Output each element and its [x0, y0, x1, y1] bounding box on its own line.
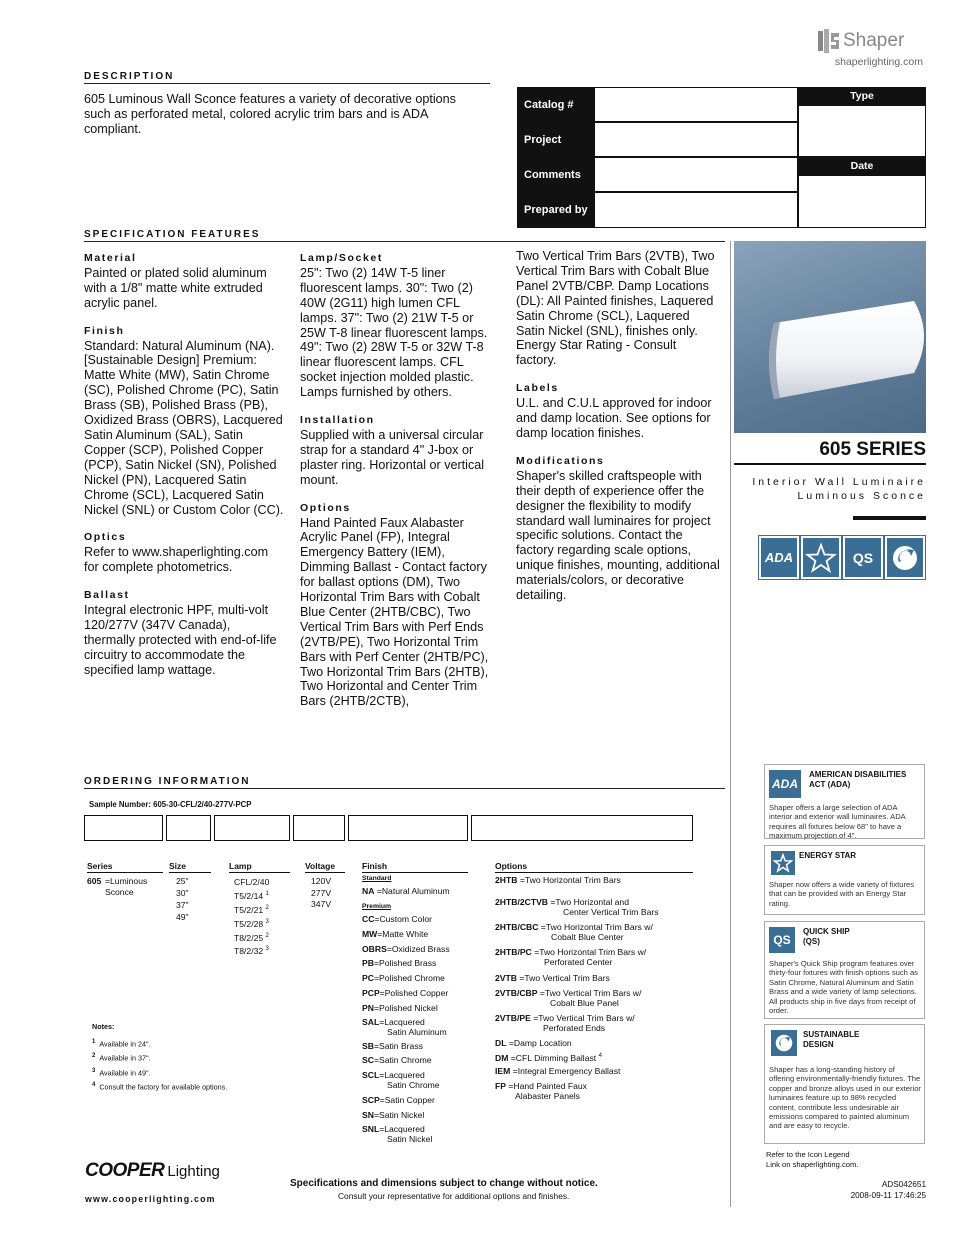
finish-head: Finish: [84, 324, 125, 337]
ballast-text: Integral electronic HPF, multi-volt 120/277V (347V Canada), thermally protected with end-of-life circuitry to accommodate the specified lamp wattage.: [84, 603, 277, 677]
legend-ada-title: AMERICAN DISABILITIES ACT (ADA): [809, 770, 907, 789]
option-row: DM =CFL Dimming Ballast $^4$: [495, 1052, 602, 1063]
finish-col-rule: [362, 872, 468, 873]
voltage-col-head: Voltage: [305, 861, 336, 871]
finish-text: Standard: Natural Aluminum (NA). [Sustainable Design] Premium: Matte White (MW), Satin Chrome (SC), Polished Chrome (PC), Satin Brass (SB), Polished Brass (PB), Oxidized Brass (OBRS), Lacquered Satin Aluminum (SAL), Satin Copper (SCP), Polished Copper (PCP), Satin Nickel (SN), Polished Nickel (PN), Lacquered Satin Chrome (SCL), Lacquered Satin Nickel (SNL) or Custom Color (CC).: [84, 338, 284, 517]
series-short-rule: [853, 516, 926, 520]
legend-reference: Refer to the Icon Legend Link on shaperlighting.com.: [766, 1150, 859, 1169]
lamp-col-head: Lamp: [229, 861, 252, 871]
legend-ada-text: Shaper offers a large selection of ADA interior and exterior wall luminaires. ADA requires all fixtures below 68" to have a maximum projection of 4".: [769, 803, 906, 841]
spec-heading: SPECIFICATION FEATURES: [84, 229, 261, 240]
lamp-col-rule: [229, 872, 290, 873]
voltage-list: [311, 876, 331, 911]
finish-row: SC=Satin Chrome: [362, 1055, 432, 1065]
finish-row: PN=Polished Nickel: [362, 1003, 438, 1013]
mods-head: Modifications: [516, 454, 605, 467]
material-head: Material: [84, 252, 137, 264]
option-row: IEM =Integral Emergency Ballast: [495, 1066, 621, 1076]
series-col-rule: [87, 872, 163, 873]
sample-number: Sample Number: 605-30-CFL/2/40-277V-PCP: [89, 800, 252, 809]
lamp-item: T5/2/28 $^3$: [234, 918, 269, 929]
ada-icon: ADA: [769, 770, 801, 798]
options-col-rule: [495, 872, 693, 873]
notes: [92, 1020, 227, 1094]
voltage-col-rule: [305, 872, 345, 873]
lamp-item: T8/2/32 $^3$: [234, 946, 269, 957]
option-row: 2VTB/PE =Two Vertical Trim Bars w/ Perforated Ends: [495, 1013, 635, 1033]
doc-date: 2008-09-11 17:46:25: [850, 1191, 926, 1200]
prepared-field[interactable]: [594, 192, 798, 228]
options-cont-text: Two Vertical Trim Bars (2VTB), Two Vertical Trim Bars with Cobalt Blue Panel 2VTB/CBP. Damp Locations (DL): All Painted finishes, Laquered Satin Chrome (SCL), Laquered Satin Nickel (SNL), finishes only. Energy Star Rating - Consult factory.: [516, 249, 715, 368]
finish-row: SNL=Lacquered Satin Nickel: [362, 1124, 433, 1144]
finish-row: SCP=Satin Copper: [362, 1095, 435, 1105]
finish-row: SB=Satin Brass: [362, 1041, 423, 1051]
cooper-logo-lighting: Lighting: [167, 1163, 220, 1180]
finish-premium-label: Premium: [362, 903, 392, 910]
quick-ship-icon: QS: [769, 927, 795, 953]
lamp-list: [234, 876, 269, 957]
spec-rule: [84, 241, 725, 242]
comments-label: Comments: [517, 157, 594, 192]
shaper-mark-icon: [818, 29, 840, 53]
legend-quick-ship: [764, 921, 925, 1019]
ada-badge-label: ADA: [764, 550, 794, 565]
date-label: Date: [798, 157, 926, 175]
lamp-head: Lamp/Socket: [300, 252, 383, 264]
size-item: 30": [176, 888, 189, 898]
ordering-heading: ORDERING INFORMATION: [84, 776, 251, 787]
finish-row: OBRS=Oxidized Brass: [362, 944, 450, 954]
finish-row: SAL=Lacquered Satin Aluminum: [362, 1017, 447, 1037]
option-row: 2VTB/CBP =Two Vertical Trim Bars w/ Cobalt Blue Panel: [495, 988, 642, 1008]
material-text: Painted or plated solid aluminum with a 1/8" matte white extruded acrylic panel.: [84, 265, 267, 310]
lamp-item: T5/2/21 $^2$: [234, 904, 269, 915]
voltage-item: 277V: [311, 887, 332, 898]
install-head: Installation: [300, 414, 375, 427]
energy-star-icon: [771, 851, 795, 875]
series-box[interactable]: [84, 815, 163, 841]
legend-energy-text: Shaper now offers a wide variety of fixtures that can be provided with an Energy Star rating.: [769, 880, 915, 908]
sustainable-icon: [771, 1030, 797, 1056]
catalog-label: Catalog #: [517, 87, 594, 122]
options-head: Options: [300, 501, 351, 514]
type-label: Type: [798, 87, 926, 105]
finish-col-head: Finish: [362, 861, 388, 871]
lamp-item: CFL/2/40: [234, 877, 270, 887]
size-col-head: Size: [169, 861, 187, 871]
finish-row: NA =Natural Aluminum: [362, 886, 450, 896]
finish-row: PCP=Polished Copper: [362, 988, 449, 998]
star-icon: [805, 542, 837, 574]
project-field[interactable]: [594, 122, 798, 157]
finish-box[interactable]: [348, 815, 468, 841]
sconce-image: [734, 241, 926, 433]
size-list: [176, 876, 189, 923]
prepared-label: Prepared by: [517, 192, 594, 228]
option-row: 2HTB =Two Horizontal Trim Bars: [495, 875, 621, 885]
description-text: 605 Luminous Wall Sconce features a variety of decorative options such as perforated metal, colored acrylic trim bars and is ADA compliant.: [84, 92, 456, 136]
option-row: 2VTB =Two Vertical Trim Bars: [495, 973, 610, 983]
note-item: $^3$ Available in 49".: [92, 1067, 151, 1078]
ballast-head: Ballast: [84, 589, 130, 602]
optics-head: Optics: [84, 531, 127, 544]
qs-badge-label: QS: [852, 549, 874, 566]
comments-field[interactable]: [594, 157, 798, 192]
notes-head: Notes:: [92, 1022, 115, 1031]
sustainable-badge-icon: [885, 536, 925, 579]
note-item: $^4$ Consult the factory for available options.: [92, 1082, 228, 1092]
labels-text: U.L. and C.U.L approved for indoor and damp location. See options for damp location finishes.: [516, 396, 712, 440]
size-col-rule: [169, 872, 211, 873]
size-item: 25": [176, 876, 189, 886]
legend-qs-text: Shaper's Quick Ship program features over thirty-four fixtures with finish options such as Satin Chrome, Natural Aluminum and Satin Brass and a wide variety of lamp selections. All products ship in five days from receipt of order.: [769, 959, 918, 1016]
voltage-item: 347V: [311, 899, 332, 909]
series-subtitle-1: Interior Wall Luminaire: [752, 476, 926, 488]
finish-row: PC=Polished Chrome: [362, 973, 445, 983]
legend-ada: [764, 764, 925, 839]
option-row: DL =Damp Location: [495, 1038, 572, 1048]
options-col-head: Options: [495, 861, 528, 871]
note-item: $^2$ Available in 37".: [92, 1053, 151, 1063]
option-row: 2HTB/PC =Two Horizontal Trim Bars w/ Perforated Center: [495, 947, 647, 967]
spec-col-3: [516, 249, 720, 603]
size-item: 37": [176, 900, 189, 910]
series-rule: [734, 463, 926, 465]
finish-row: SN=Satin Nickel: [362, 1110, 425, 1120]
lamp-text: 25": Two (2) 14W T-5 liner fluorescent lamps. 30": Two (2) 40W (2G11) high lumen CFL lamps. 37": Two (2) 21W T-5 or 25W T-8 linear fluorescent lamps. 49": Two (2) 28W T-5 or 32W T-8 linear fluorescent lamps. CFL socket injection molded plastic. Lamps furnished by others.: [300, 265, 488, 400]
star-outline-icon: [773, 853, 793, 873]
lamp-item: T8/2/25 $^2$: [234, 932, 269, 943]
quick-ship-badge-icon: [843, 536, 883, 579]
shaper-logo: [818, 28, 922, 54]
footer-notice-2: Consult your representative for additional options and finishes.: [338, 1191, 570, 1201]
date-field[interactable]: [798, 175, 926, 228]
finish-row: CC=Custom Color: [362, 914, 432, 924]
series-col-head: Series: [87, 861, 113, 871]
labels-head: Labels: [516, 382, 559, 395]
energy-star-badge-icon: [801, 536, 841, 579]
voltage-item: 120V: [311, 876, 332, 886]
legend-qs-title: QUICK SHIP (QS): [803, 927, 850, 946]
lamp-box[interactable]: [214, 815, 290, 841]
right-col-rule: [730, 241, 731, 1207]
finish-row: SCL=Lacquered Satin Chrome: [362, 1070, 440, 1090]
doc-id: ADS042651: [881, 1180, 926, 1189]
series-subtitle-2: Luminous Sconce: [797, 490, 926, 502]
spec-col-1: [84, 251, 284, 678]
finish-row: MW=Matte White: [362, 929, 429, 939]
cooper-url[interactable]: www.cooperlighting.com: [85, 1194, 216, 1204]
shaper-name: Shaper: [843, 30, 905, 51]
legend-energy-star: [764, 845, 925, 915]
type-field[interactable]: [798, 105, 926, 157]
recycle-small-icon: [773, 1032, 795, 1054]
lamp-item: T5/2/14 $^1$: [234, 890, 269, 901]
legend-sustainable: [764, 1024, 925, 1144]
options-text: Hand Painted Faux Alabaster Acrylic Panel (FP), Integral Emergency Battery (IEM), Dimming Ballast - Contact factory for ballast options (DM), Two Horizontal Trim Bars with Cobalt Blue Center (2HTB/CBC), Two Vertical Trim Bars with Perf Ends (2VTB/PE), Two Horizontal Trim Bars with Perf Center (2HTB/PC), Two Horizontal Trim Bars (2HTB), Two Horizontal and Center Trim Bars (2HTB/2CTB),: [300, 515, 489, 709]
series-title: 605 SERIES: [819, 439, 926, 460]
option-row: 2HTB/2CTVB =Two Horizontal and Center Vertical Trim Bars: [495, 897, 659, 917]
shaper-url[interactable]: shaperlighting.com: [834, 56, 923, 68]
cooper-logo: [85, 1160, 220, 1182]
size-box[interactable]: [166, 815, 211, 841]
options-box[interactable]: [471, 815, 693, 841]
project-label: Project: [517, 122, 594, 157]
recycle-icon: [889, 542, 921, 574]
finish-row: PB=Polished Brass: [362, 958, 437, 968]
cooper-logo-wordmark: COOPER: [85, 1160, 165, 1181]
ada-badge-icon: [759, 536, 799, 579]
size-item: 49": [176, 912, 189, 922]
optics-text: Refer to www.shaperlighting.com for complete photometrics.: [84, 545, 269, 575]
catalog-field[interactable]: [594, 87, 798, 122]
ordering-rule: [84, 788, 725, 789]
description-rule: [84, 83, 490, 84]
description-heading: DESCRIPTION: [84, 71, 175, 82]
install-text: Supplied with a universal circular strap for a standard 4" J-box or plaster ring. Horizontal or vertical mount.: [300, 427, 485, 487]
mods-text: Shaper's skilled craftspeople with their depth of experience offer the designer the flexibility to modify standard wall luminaires for project specific solutions. Contact the factory regarding scale options, unique finishes, mounting, additional materials/colors, or decorative detailing.: [516, 468, 720, 603]
footer-notice: Specifications and dimensions subject to change without notice.: [290, 1178, 598, 1189]
product-photo: [734, 241, 926, 433]
legend-sustainable-title: SUSTAINABLE DESIGN: [803, 1030, 860, 1049]
note-item: $^1$ Available in 24".: [92, 1039, 151, 1049]
option-row: FP =Hand Painted Faux Alabaster Panels: [495, 1081, 587, 1101]
legend-energy-title: ENERGY STAR: [799, 851, 857, 860]
legend-sustainable-text: Shaper has a long-standing history of offering environmentally-friendly fixtures. The copper and bronze alloys used in our exterior luminaires feature up to 98% recycled content, contribute less undesirable air emissions compared to painted aluminum and are easy to recycle.: [769, 1065, 921, 1131]
series-desc: =Luminous Sconce: [105, 876, 148, 897]
option-row: 2HTB/CBC =Two Horizontal Trim Bars w/ Cobalt Blue Center: [495, 922, 653, 942]
finish-standard-label: Standard: [362, 875, 392, 882]
voltage-box[interactable]: [293, 815, 345, 841]
spec-col-2: [300, 251, 496, 709]
series-code: 605: [87, 876, 102, 886]
